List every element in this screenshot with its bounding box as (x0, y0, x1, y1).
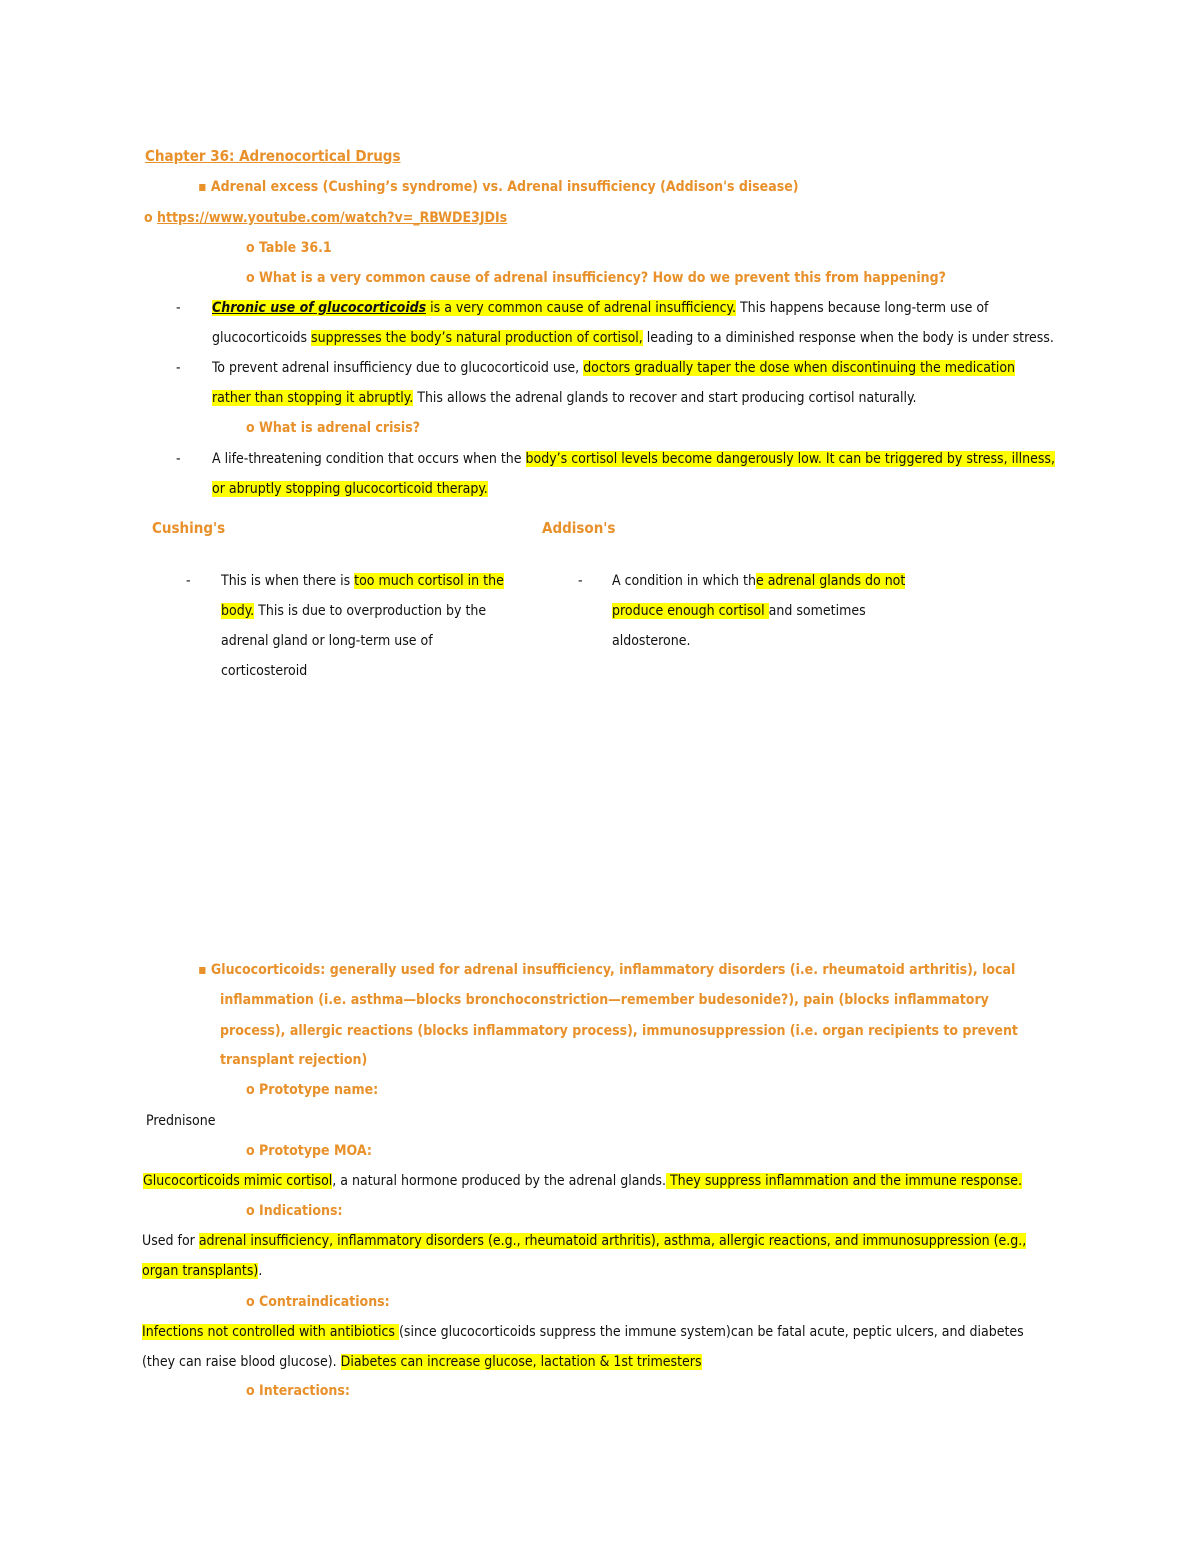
glucocorticoids-line3: process), allergic reactions (blocks inflammatory process), immunosuppression (i.e. organ recipients to prevent (220, 1023, 1018, 1039)
question-adrenal-crisis: o What is adrenal crisis? (246, 420, 421, 436)
question-common-cause: o What is a very common cause of adrenal insufficiency? How do we prevent this from happening? (246, 270, 946, 286)
table-reference: o Table 36.1 (246, 240, 332, 256)
youtube-link[interactable]: https://www.youtube.com/watch?v=_RBWDE3JDIs (157, 210, 508, 226)
body-text: , a natural hormone produced by the adrenal glands. (332, 1173, 666, 1189)
highlight-text: organ transplants) (142, 1263, 259, 1279)
glucocorticoids-line2: inflammation (i.e. asthma—blocks bronchoconstriction—remember budesonide?), pain (blocks inflammatory (220, 992, 989, 1008)
answer1-line1 (212, 298, 988, 318)
body-text: glucocorticoids (212, 330, 312, 346)
body-text: leading to a diminished response when the body is under stress. (642, 330, 1054, 346)
highlight-text: e adrenal glands do not (755, 573, 906, 589)
highlight-text: Infections not controlled with antibiotics (142, 1324, 399, 1340)
adrenal-excess-bullet: ▪ Adrenal excess (Cushing’s syndrome) vs. Adrenal insufficiency (Addison's disease) (198, 179, 799, 195)
link-bullet: o (144, 210, 158, 226)
video-link-line (144, 208, 507, 228)
dash-bullet: - (186, 573, 191, 589)
highlight-text: is a very common cause of adrenal insufficiency. (426, 300, 736, 316)
dash-bullet: - (176, 360, 181, 376)
highlight-text: suppresses the body’s natural production of cortisol, (311, 330, 643, 346)
glucocorticoids-line1: ▪ Glucocorticoids: generally used for adrenal insufficiency, inflammatory disorders (i.e. rheumatoid arthritis), local (198, 962, 1016, 978)
contraindications-line2 (142, 1352, 702, 1372)
highlight-text: rather than stopping it abruptly. (212, 390, 414, 406)
body-text: A life-threatening condition that occurs when the (212, 451, 526, 467)
contraindications-label: o Contraindications: (246, 1294, 390, 1310)
cushings-line4: corticosteroid (221, 663, 308, 679)
body-text: (they can raise blood glucose). (142, 1354, 341, 1370)
highlight-text: or abruptly stopping glucocorticoid therapy. (212, 481, 488, 497)
body-text: Used for (142, 1233, 199, 1249)
highlight-text: too much cortisol in the (354, 573, 504, 589)
indications-label: o Indications: (246, 1203, 343, 1219)
highlight-text: Diabetes can increase glucose, lactation & 1st trimesters (340, 1354, 702, 1370)
body-text: A condition in which th (612, 573, 756, 589)
cushings-line3: adrenal gland or long-term use of (221, 633, 433, 649)
interactions-label: o Interactions: (246, 1383, 350, 1399)
body-text: This happens because long-term use of (735, 300, 989, 316)
answer2-line2 (212, 388, 916, 408)
body-text: (since glucocorticoids suppress the immune system)can be fatal acute, peptic ulcers, and diabetes (398, 1324, 1024, 1340)
answer2-line1 (212, 358, 1015, 378)
cushings-heading: Cushing's (152, 519, 226, 537)
body-text: . (258, 1263, 263, 1279)
body-text: This allows the adrenal glands to recover and start producing cortisol naturally. (413, 390, 917, 406)
body-text: This is due to overproduction by the (254, 603, 487, 619)
prototype-moa-label: o Prototype MOA: (246, 1143, 372, 1159)
body-text: This is when there is (221, 573, 355, 589)
addisons-line3: aldosterone. (612, 633, 691, 649)
highlight-text: produce enough cortisol (612, 603, 769, 619)
body-text: and sometimes (768, 603, 866, 619)
dash-bullet: - (176, 300, 181, 316)
indications-line1 (142, 1231, 1026, 1251)
highlight-text: doctors gradually taper the dose when discontinuing the medication (583, 360, 1016, 376)
dash-bullet: - (578, 573, 583, 589)
chapter-title: Chapter 36: Adrenocortical Drugs (145, 147, 401, 165)
highlight-text: body’s cortisol levels become dangerously low. It can be triggered by stress, illness, (525, 451, 1055, 467)
answer1-line2 (212, 328, 1054, 348)
highlight-text: body. (221, 603, 255, 619)
addisons-heading: Addison's (542, 519, 616, 537)
indications-line2 (142, 1261, 262, 1281)
highlight-text: They suppress inflammation and the immune response. (665, 1173, 1022, 1189)
addisons-line1 (612, 571, 905, 591)
dash-bullet: - (176, 451, 181, 467)
contraindications-line1 (142, 1322, 1024, 1342)
glucocorticoids-line4: transplant rejection) (220, 1052, 368, 1068)
cushings-line2 (221, 601, 486, 621)
prototype-name-label: o Prototype name: (246, 1082, 379, 1098)
highlight-text: Chronic use of glucocorticoids (212, 300, 427, 316)
answer3-line2 (212, 479, 488, 499)
highlight-text: Glucocorticoids mimic cortisol (143, 1173, 333, 1189)
moa-text (143, 1171, 1022, 1191)
answer3-line1 (212, 449, 1055, 469)
addisons-line2 (612, 601, 866, 621)
highlight-text: adrenal insufficiency, inflammatory disorders (e.g., rheumatoid arthritis), asthma, allergic reactions, and immunosuppression (e.g., (198, 1233, 1027, 1249)
prototype-name-value: Prednisone (146, 1113, 216, 1129)
cushings-line1 (221, 571, 504, 591)
body-text: To prevent adrenal insufficiency due to glucocorticoid use, (212, 360, 584, 376)
